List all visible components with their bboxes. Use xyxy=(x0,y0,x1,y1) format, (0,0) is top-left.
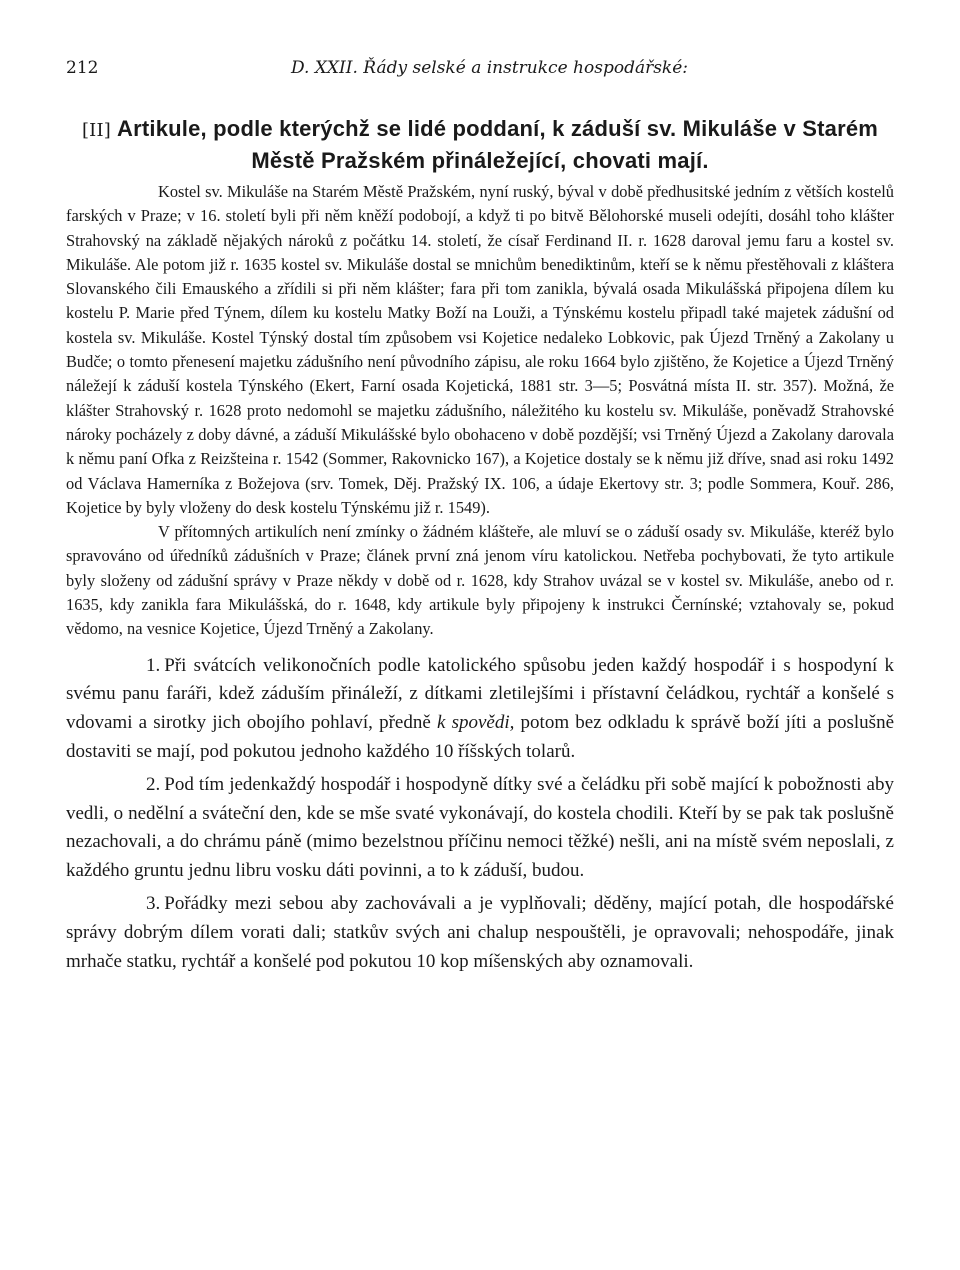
article-text: Při svátcích velikonočních podle katolického spůsobu jeden každý hospodář i s hospodyní k svému panu faráři, kdež záduším přináleží, z dítkami zletilejšími i přístavní čeládkou, rychtář a konšelé s vdovami a sirotky jich obojího pohlaví, předně xyxy=(66,654,894,734)
article-1 xyxy=(66,652,894,767)
article-3 xyxy=(66,890,894,976)
intro-paragraph: Kostel sv. Mikuláše na Starém Městě Pražském, nyní ruský, býval v době předhusitské jedním z větších kostelů farských v Praze; v 16. století byli při něm kněží podobojí, a když ti po bitvě Bělohorské museli odejíti, dosáhl toho klášter Strahovský na základě nějakých nároků z počátku 14. století, že císař Ferdinand II. r. 1628 daroval jemu faru a kostel sv. Mikuláše. Ale potom již r. 1635 kostel sv. Mikuláše dostal se mnichům benediktinům, kteří se k němu přestěhovali z kláštera Slovanského čili Emauského a zřídili si při něm klášter; fara při tom zanikla, bývalá osada Mikulášská připojena dílem ku kostelu P. Marie před Týnem, dílem ku kostelu Matky Boží na Louži, a Týnskému kostelu připadl také majetek zádušní od kostela sv. Mikuláše. Kostel Týnský dostal tím způsobem vsi Kojetice nedaleko Lobkovic, pak Újezd Trněný a Zakolany u Budče; o tomto přenesení majetku zádušního není původního zápisu, ale roku 1664 bylo zjištěno, že Kojetice a Újezd Trněný náležejí k záduší kostela Týnského (Ekert, Farní osada Kojetická, 1881 str. 3—5; Posvátná místa II. str. 357). Možná, že klášter Strahovský r. 1628 proto nedomohl se majetku zádušního, náležitého ku kostelu sv. Mikuláše, poněvadž Strahovské nároky pocházely z doby dávné, a záduší Mikulášské bylo obohaceno v době pozdější; vsi Trněný Újezd a Zakolany darovala k němu paní Ofka z Reizšteina r. 1542 (Sommer, Rakovnicko 167), a Kojetice dostaly se k němu již dříve, snad asi roku 1492 od Václava Hamerníka z Božejova (srv. Tomek, Děj. Pražský IX. 106, a údaje Ekertovy str. 3; podle Sommera, Kouř. 286, Kojetice by byly vloženy do desk kostelu Týnskému již r. 1549). xyxy=(66,182,894,517)
article-text: potom bez odkladu k správě boží jíti a poslušně dostaviti se mají, pod pokutou jednoho každého 10 říšských tolarů. xyxy=(66,712,894,763)
document-title-text: Artikule, podle kterýchž se lidé poddaní, k záduší sv. Mikuláše v Starém Městě Pražském přináležející, chovati mají. xyxy=(117,116,879,173)
article-number: 2. xyxy=(146,773,161,795)
article-emphasis: k spovědi, xyxy=(436,712,515,734)
running-header xyxy=(66,58,894,88)
articles-list xyxy=(66,652,894,977)
intro-paragraph: V přítomných artikulích není zmínky o žádném klášteře, ale mluví se o záduší osady sv. Mikuláše, kteréž bylo spravováno od úředníků zádušních v Praze; článek první zná jenom víru katolickou. Netřeba pochybovati, že tyto artikule byly složeny od zádušní správy v Praze někdy v době od r. 1628, kdy Strahov uvázal se v kostel sv. Mikuláše, anebo od r. 1635, kdy zanikla fara Mikulášská, do r. 1648, kdy artikule byly připojeny k instrukci Černínské; vztahovaly se, pokud vědomo, na vesnice Kojetice, Újezd Trněný a Zakolany. xyxy=(66,522,894,639)
book-page xyxy=(66,58,894,980)
article-number: 3. xyxy=(146,893,161,915)
page-number: 212 xyxy=(66,58,99,78)
document-marker: [II] xyxy=(81,120,112,141)
document-title xyxy=(66,114,894,176)
article-text: Pořádky mezi sebou aby zachovávali a je vyplňovali; děděny, mající potah, dle hospodářské správy dobrým dílem vorati dali; statkův svých ani chalup nespouštěli, je opravovali; nehospodáře, jinak mrhače statku, rychtář a konšelé pod pokutou 10 kop míšenských aby oznamovali. xyxy=(66,893,894,972)
running-title: D. XXII. Řády selské a instrukce hospodářské: xyxy=(291,58,689,78)
article-number: 1. xyxy=(146,654,161,676)
article-text: Pod tím jedenkaždý hospodář i hospodyně dítky své a čeládku při sobě mající k pobožnosti aby vedli, o nedělní a sváteční den, kde se mše svaté vykonávají, do kostela chodili. Kteří by se pak tak poslušně nezachovali, a do chrámu páně (mimo bezelstnou příčinu nemoci těžké) nešli, ani na místě svém neposlali, z každého gruntu jednu libru vosku dáti povinni, a to k záduší, budou. xyxy=(66,773,894,882)
article-2 xyxy=(66,771,894,886)
editorial-introduction xyxy=(66,180,894,642)
